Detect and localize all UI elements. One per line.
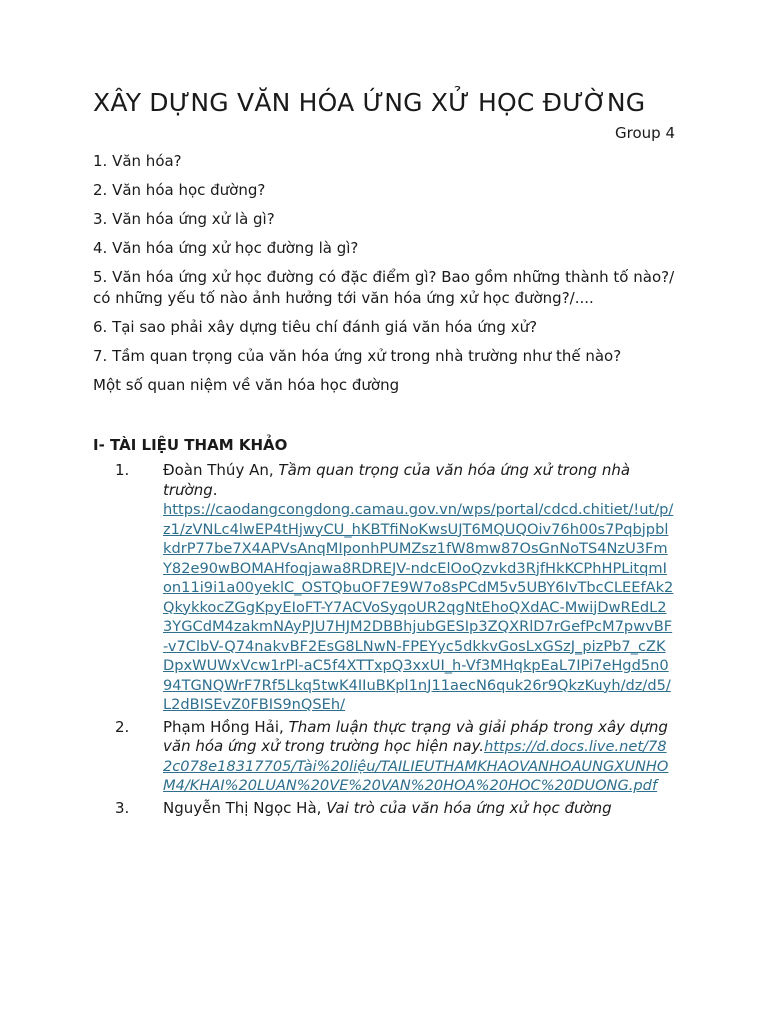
reference-author: Đoàn Thúy An, [163, 461, 279, 479]
reference-separator: . [212, 480, 218, 499]
reference-number: 2. [115, 717, 130, 736]
question-list [93, 151, 675, 396]
document-page [93, 88, 675, 821]
question-item: Một số quan niệm về văn hóa học đường [93, 376, 400, 394]
reference-number: 1. [115, 461, 130, 479]
reference-link[interactable]: https://caodangcongdong.camau.gov.vn/wps/portal/cdcd.chitiet/!ut/p/z1/zVNLc4lwEP4tHjwyCU_hKBTfiNoKwsUJT6MQUQOiv76h00s7PqbjpblkdrP77be7X4APVsAnqMIponhPUMZsz1fW8mw87OsGnNoTS4NzU3FmY82e90wBOMAHfoqjawa8RDREJV-ndcElOoQzvkd3RjfHkKCPhHPLitqmIon11i9i1a00yeklC_OSTQbuOF7E9W7o8sPCdM5v5UBY6IvTbcCLEEfAk2QkykkocZGgKpyEIoFT-Y7ACVoSyqoUR2qgNtEhoQXdAC-MwijDwREdL23YGCdM4zakmNAyPJU7HJM2DBBhjubGESIp3ZQXRlD7rGefPcM7pwvBF-v7ClbV-Q74nakvBF2EsG8LNwN-FPEYyc5dkkvGosLxGSzJ_pizPb7_cZKDpxWUWxVcw1rPl-aC5f4XTTxpQ3xxUI_h-Vf3MHqkpEaL7IPi7eHgd5n094TGNQWrF7Rf5Lkq5twK4IIuBKpl1nJ11aecN6quk26r9QkzKuyh/dz/d5/L2dBISEvZ0FBIS9nQSEh/ [163, 501, 674, 713]
reference-number: 3. [115, 798, 130, 817]
reference-item [93, 799, 675, 819]
document-title: XÂY DỰNG VĂN HÓA ỨNG XỬ HỌC ĐƯỜNG [93, 88, 646, 117]
question-item: 1. Văn hóa? [93, 152, 182, 170]
reference-title: Tham luận thực trạng và giải pháp trong xây dựng văn hóa ứng xử trong trường học hiện nay. [163, 717, 668, 755]
reference-title: Tầm quan trọng của văn hóa ứng xử trong nhà trường [163, 461, 631, 499]
reference-author: Phạm Hồng Hải, [163, 717, 289, 736]
question-item: 5. Văn hóa ứng xử học đường có đặc điểm gì? Bao gồm những thành tố nào?/ có những yếu tố nào ảnh hưởng tới văn hóa ứng xử học đường?/.... [93, 268, 675, 307]
question-item: 4. Văn hóa ứng xử học đường là gì? [93, 239, 359, 257]
question-item: 6. Tại sao phải xây dựng tiêu chí đánh giá văn hóa ứng xử? [93, 318, 538, 336]
reference-title: Vai trò của văn hóa ứng xử học đường [326, 798, 612, 817]
reference-link[interactable]: https://d.docs.live.net/782c078e18317705/Tài%20liệu/TAILIEUTHAMKHAOVANHOAUNGXUNHOM4/KHAI%20LUAN%20VE%20VAN%20HOA%20HOC%20DUONG.pdf [163, 738, 669, 794]
reference-author: Nguyễn Thị Ngọc Hà, [163, 798, 327, 817]
reference-item [93, 718, 675, 796]
question-item: 2. Văn hóa học đường? [93, 181, 266, 199]
reference-item [93, 461, 675, 715]
question-item: 7. Tầm quan trọng của văn hóa ứng xử trong nhà trường như thế nào? [93, 347, 622, 365]
group-label: Group 4 [615, 124, 675, 142]
section-heading: I- TÀI LIỆU THAM KHẢO [93, 436, 288, 454]
question-item: 3. Văn hóa ứng xử là gì? [93, 210, 275, 228]
reference-list [93, 461, 675, 818]
